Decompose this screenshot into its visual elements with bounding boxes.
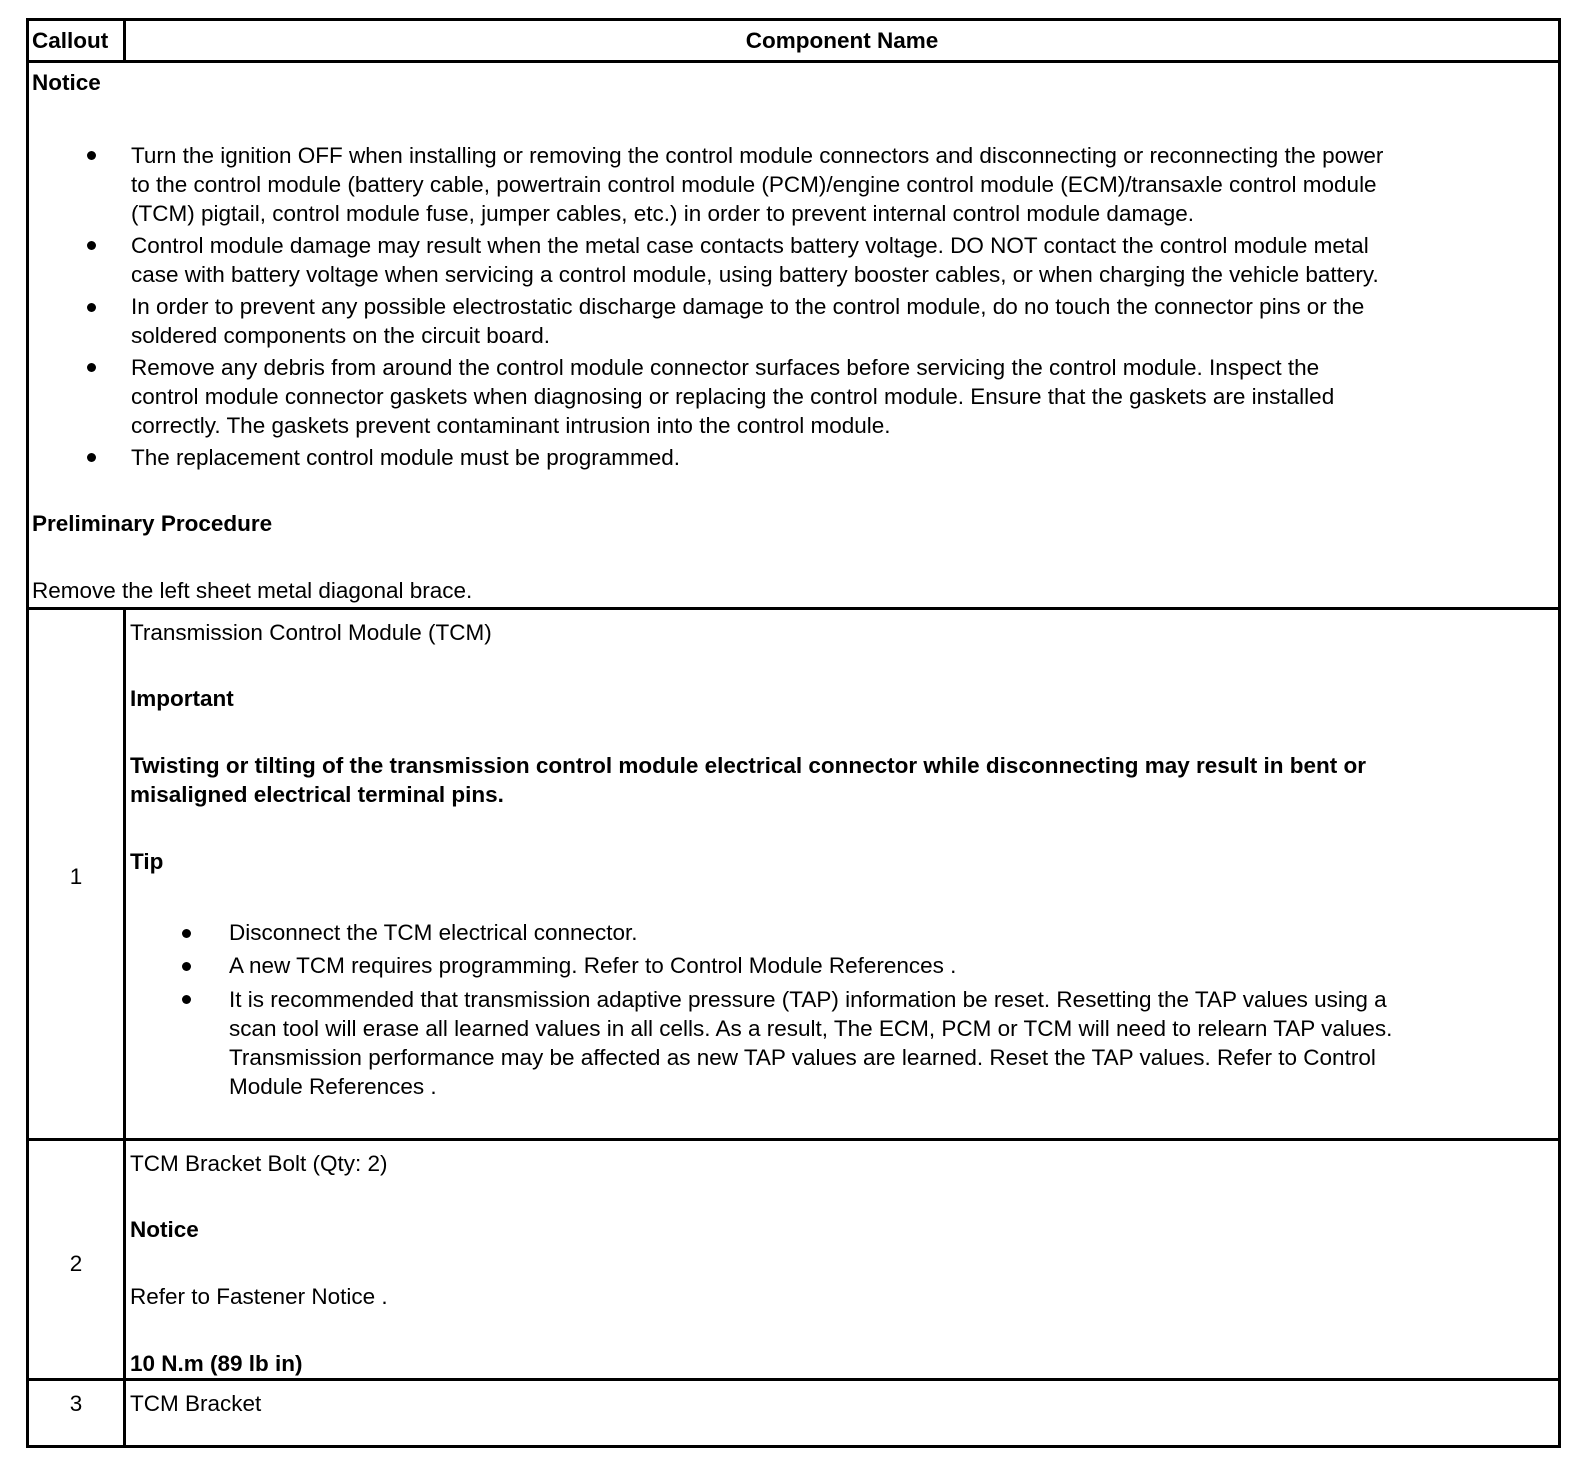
tip-bullet: A new TCM requires programming. Refer to Control Module References . bbox=[229, 953, 957, 978]
component-name: TCM Bracket Bolt (Qty: 2) bbox=[130, 1151, 388, 1176]
row-divider bbox=[29, 1138, 1558, 1141]
component-name: Transmission Control Module (TCM) bbox=[130, 620, 492, 645]
notice-bullet: In order to prevent any possible electrostatic discharge damage to the control module, do no touch the connector pins or the soldered components on the circuit board. bbox=[131, 294, 1365, 348]
preliminary-procedure-text: Remove the left sheet metal diagonal brace. bbox=[32, 578, 473, 603]
row-callout-number: 3 bbox=[69, 1391, 83, 1416]
notice-bullet: The replacement control module must be programmed. bbox=[131, 445, 681, 470]
notice-title: Notice bbox=[32, 70, 101, 95]
tip-title: Tip bbox=[130, 849, 164, 874]
row-divider bbox=[29, 1378, 1558, 1381]
important-title: Important bbox=[130, 686, 234, 711]
row-callout-number: 2 bbox=[69, 1251, 83, 1276]
bullet-dot bbox=[87, 303, 96, 312]
tip-bullet: Disconnect the TCM electrical connector. bbox=[229, 920, 638, 945]
fastener-notice-text: Refer to Fastener Notice . bbox=[130, 1284, 388, 1309]
bullet-dot bbox=[182, 962, 191, 971]
header-component-name: Component Name bbox=[745, 28, 939, 53]
notice-title: Notice bbox=[130, 1217, 199, 1242]
torque-spec: 10 N.m (89 lb in) bbox=[130, 1351, 303, 1376]
notice-bullet: Turn the ignition OFF when installing or removing the control module connectors and disconnecting or reconnecting the power to the control module (battery cable, powertrain control module (PCM)/engine control module (ECM)/transaxle control module (TCM) pigtail, control module fuse, jumper cables, etc.) in order to prevent internal control module damage. bbox=[131, 143, 1384, 226]
bullet-dot bbox=[87, 363, 96, 372]
preliminary-procedure-title: Preliminary Procedure bbox=[32, 511, 273, 536]
notice-bullet: Remove any debris from around the control module connector surfaces before servicing the control module. Inspect the control module connector gaskets when diagnosing or replacing the control module. Ensure that the gaskets are installed correctly. The gaskets prevent contaminant intrusion into the control module. bbox=[131, 355, 1335, 438]
bullet-dot bbox=[87, 453, 96, 462]
row-callout-number: 1 bbox=[69, 864, 83, 889]
bullet-dot bbox=[182, 995, 191, 1004]
important-text: Twisting or tilting of the transmission control module electrical connector while disconnecting may result in bent or misaligned electrical terminal pins. bbox=[130, 753, 1366, 807]
tip-bullet: It is recommended that transmission adaptive pressure (TAP) information be reset. Resetting the TAP values using a scan tool will erase all learned values in all cells. As a result, The ECM, PCM or TCM will need to relearn TAP values. Transmission performance may be affected as new TAP values are learned. Reset the TAP values. Refer to Control Module References . bbox=[229, 987, 1393, 1099]
component-name: TCM Bracket bbox=[130, 1391, 262, 1416]
bullet-dot bbox=[87, 151, 96, 160]
header-divider bbox=[29, 60, 1558, 63]
document-table bbox=[26, 18, 1561, 1448]
bullet-dot bbox=[182, 929, 191, 938]
column-divider bbox=[123, 607, 126, 1445]
row-divider bbox=[29, 607, 1558, 610]
bullet-dot bbox=[87, 241, 96, 250]
notice-bullet: Control module damage may result when the metal case contacts battery voltage. DO NOT contact the control module metal case with battery voltage when servicing a control module, using battery booster cables, or when charging the vehicle battery. bbox=[131, 233, 1379, 287]
header-callout: Callout bbox=[32, 28, 109, 53]
